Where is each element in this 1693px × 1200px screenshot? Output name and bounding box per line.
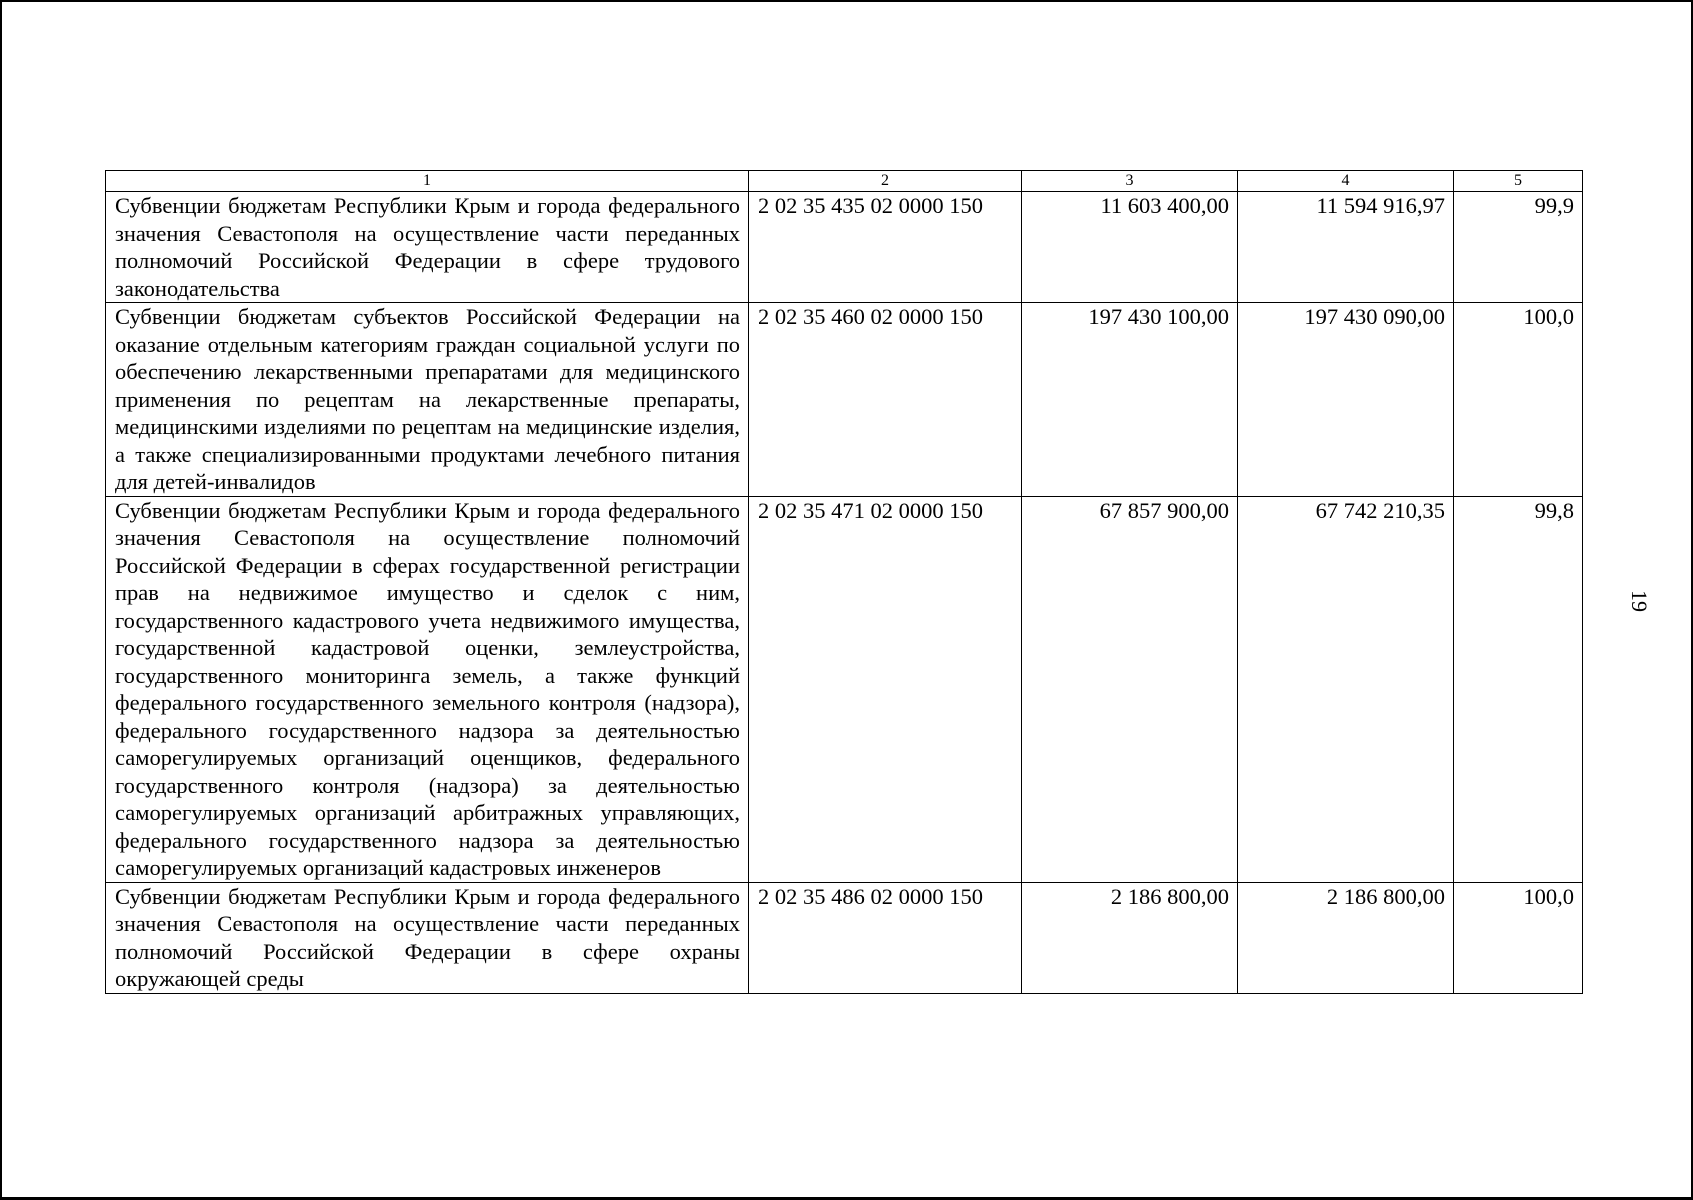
- row-execution-percent: 100,0: [1454, 882, 1583, 993]
- header-col-3: 3: [1022, 171, 1238, 192]
- row-executed-amount: 197 430 090,00: [1238, 303, 1454, 497]
- row-description: Субвенции бюджетам Республики Крым и города федерального значения Севастополя на осуществление части переданных полномочий Российской Федерации в сфере охраны окружающей среды: [106, 882, 749, 993]
- row-planned-amount: 197 430 100,00: [1022, 303, 1238, 497]
- header-col-1: 1: [106, 171, 749, 192]
- header-col-2: 2: [749, 171, 1022, 192]
- row-executed-amount: 11 594 916,97: [1238, 192, 1454, 303]
- budget-table: [105, 170, 1583, 994]
- row-budget-code: 2 02 35 486 02 0000 150: [749, 882, 1022, 993]
- row-executed-amount: 2 186 800,00: [1238, 882, 1454, 993]
- row-description: Субвенции бюджетам субъектов Российской Федерации на оказание отдельным категориям граждан социальной услуги по обеспечению лекарственными препаратами для медицинского применения по рецептам на лекарственные препараты, медицинскими изделиями по рецептам на медицинские изделия, а также специализированными продуктами лечебного питания для детей-инвалидов: [106, 303, 749, 497]
- page-number: 19: [1627, 590, 1652, 612]
- header-col-4: 4: [1238, 171, 1454, 192]
- table-row: [106, 882, 1583, 993]
- row-description: Субвенции бюджетам Республики Крым и города федерального значения Севастополя на осуществление части переданных полномочий Российской Федерации в сфере трудового законодательства: [106, 192, 749, 303]
- header-col-5: 5: [1454, 171, 1583, 192]
- table-row: [106, 192, 1583, 303]
- row-execution-percent: 99,8: [1454, 496, 1583, 882]
- table-header-row: [106, 171, 1583, 192]
- row-planned-amount: 11 603 400,00: [1022, 192, 1238, 303]
- row-executed-amount: 67 742 210,35: [1238, 496, 1454, 882]
- row-execution-percent: 100,0: [1454, 303, 1583, 497]
- row-budget-code: 2 02 35 460 02 0000 150: [749, 303, 1022, 497]
- row-budget-code: 2 02 35 471 02 0000 150: [749, 496, 1022, 882]
- row-description: Субвенции бюджетам Республики Крым и города федерального значения Севастополя на осуществление полномочий Российской Федерации в сферах государственной регистрации прав на недвижимое имущество и сделок с ним, государственного кадастрового учета недвижимого имущества, государственной кадастровой оценки, землеустройства, государственного мониторинга земель, а также функций федерального государственного земельного контроля (надзора), федерального государственного надзора за деятельностью саморегулируемых организаций оценщиков, федерального государственного контроля (надзора) за деятельностью саморегулируемых организаций арбитражных управляющих, федерального государственного надзора за деятельностью саморегулируемых организаций кадастровых инженеров: [106, 496, 749, 882]
- row-planned-amount: 2 186 800,00: [1022, 882, 1238, 993]
- row-planned-amount: 67 857 900,00: [1022, 496, 1238, 882]
- table-row: [106, 303, 1583, 497]
- row-execution-percent: 99,9: [1454, 192, 1583, 303]
- table-row: [106, 496, 1583, 882]
- row-budget-code: 2 02 35 435 02 0000 150: [749, 192, 1022, 303]
